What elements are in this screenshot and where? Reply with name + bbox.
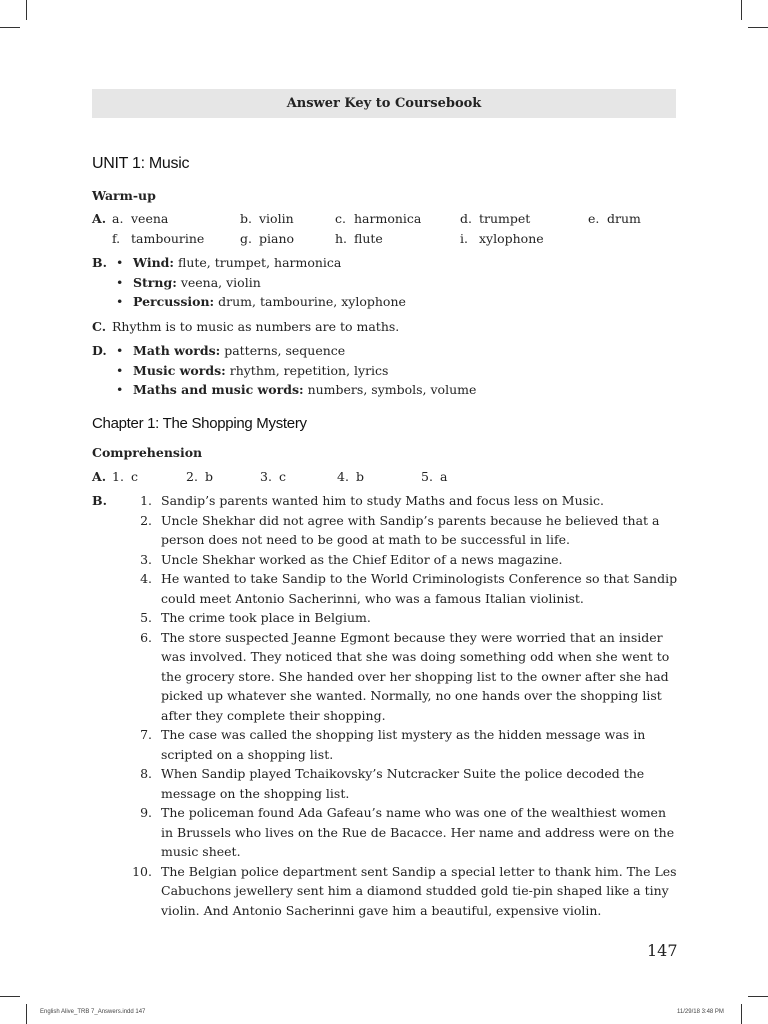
option-letter: 2. bbox=[186, 468, 198, 484]
option-item bbox=[421, 467, 481, 487]
bullet-item bbox=[112, 361, 682, 381]
option-text: tambourine bbox=[131, 230, 205, 246]
option-text: b bbox=[205, 468, 214, 484]
answer-item bbox=[120, 550, 682, 570]
comprehension-question-b bbox=[92, 491, 682, 920]
answer-item bbox=[120, 628, 682, 726]
answer-number: 1. bbox=[140, 493, 152, 508]
answer-item bbox=[120, 569, 682, 608]
question-label: A. bbox=[92, 211, 107, 226]
answer-text: The case was called the shopping list mystery as the hidden message was in scripted on a shopping list. bbox=[161, 727, 646, 762]
option-text: b bbox=[356, 468, 365, 484]
crop-mark bbox=[741, 1004, 742, 1024]
footer-timestamp: 11/29/18 3:48 PM bbox=[677, 1009, 724, 1015]
option-text: c bbox=[279, 468, 287, 484]
option-item bbox=[112, 467, 186, 487]
answer-number: 6. bbox=[140, 629, 152, 645]
option-text: a bbox=[440, 468, 448, 484]
answer-number: 4. bbox=[140, 571, 152, 586]
crop-mark bbox=[748, 996, 768, 997]
answer-item bbox=[120, 491, 682, 511]
crop-mark bbox=[26, 0, 27, 20]
question-label: D. bbox=[92, 343, 107, 358]
option-item bbox=[186, 467, 260, 487]
bullet-item bbox=[112, 273, 682, 293]
bullet-keyword: Music words: bbox=[133, 362, 226, 378]
question-label: A. bbox=[92, 468, 107, 484]
crop-mark bbox=[748, 27, 768, 28]
warmup-b-list bbox=[112, 253, 682, 312]
page-header-title: Answer Key to Coursebook bbox=[286, 96, 482, 111]
option-item bbox=[335, 229, 460, 249]
bullet-item bbox=[112, 380, 682, 400]
option-text: flute bbox=[354, 230, 383, 246]
bullet-keyword: Strng: bbox=[133, 274, 177, 290]
option-letter: c. bbox=[335, 211, 346, 226]
option-item bbox=[460, 229, 588, 249]
bullet-item bbox=[112, 341, 682, 361]
answer-text: The crime took place in Belgium. bbox=[161, 610, 371, 625]
option-letter: b. bbox=[240, 211, 252, 226]
bullet-value: numbers, symbols, volume bbox=[303, 382, 477, 397]
question-label: C. bbox=[92, 318, 107, 334]
warmup-question-d bbox=[92, 341, 682, 400]
bullet-value: rhythm, repetition, lyrics bbox=[225, 362, 389, 378]
bullet-keyword: Maths and music words: bbox=[133, 382, 304, 397]
option-item bbox=[240, 229, 335, 249]
option-item bbox=[335, 209, 460, 229]
option-letter: d. bbox=[460, 211, 472, 226]
bullet-value: patterns, sequence bbox=[220, 343, 346, 358]
answer-item bbox=[120, 725, 682, 764]
answer-text: Sandip’s parents wanted him to study Maths and focus less on Music. bbox=[161, 493, 605, 508]
bullet-keyword: Percussion: bbox=[133, 294, 215, 309]
answer-number: 2. bbox=[140, 512, 152, 528]
option-letter: 4. bbox=[337, 468, 349, 484]
warmup-question-c bbox=[92, 317, 682, 337]
crop-mark bbox=[0, 996, 20, 997]
option-letter: i. bbox=[460, 230, 468, 246]
bullet-item bbox=[112, 253, 682, 273]
option-text: harmonica bbox=[354, 211, 422, 226]
bullet-keyword: Wind: bbox=[133, 255, 175, 270]
comprehension-b-list bbox=[112, 491, 682, 920]
answer-item bbox=[120, 803, 682, 862]
answer-text: Uncle Shekhar worked as the Chief Editor of a news magazine. bbox=[161, 551, 563, 567]
chapter-title: Chapter 1: The Shopping Mystery bbox=[92, 414, 307, 432]
option-item bbox=[460, 209, 588, 229]
option-item bbox=[240, 209, 335, 229]
answer-item bbox=[120, 608, 682, 628]
bullet-value: veena, violin bbox=[176, 274, 261, 290]
comprehension-question-a bbox=[92, 467, 682, 487]
answer-text: He wanted to take Sandip to the World Criminologists Conference so that Sandip could meet Antonio Sacherinni, who was a famous Italian violinist. bbox=[161, 571, 678, 606]
option-letter: f. bbox=[112, 230, 121, 246]
answer-text: Uncle Shekhar did not agree with Sandip’s parents because he believed that a person does not need to be good at math to be successful in life. bbox=[161, 512, 660, 547]
answer-text: Rhythm is to music as numbers are to maths. bbox=[112, 318, 400, 334]
comprehension-a-options bbox=[112, 467, 682, 487]
answer-text: The Belgian police department sent Sandip a special letter to thank him. The Les Cabuchons jewellery sent him a diamond studded gold tie-pin shaped like a tiny violin. And Antonio Sacherinni gave him a beautiful, expensive violin. bbox=[161, 863, 677, 918]
answer-number: 7. bbox=[140, 727, 152, 742]
page-header bbox=[92, 89, 676, 118]
bullet-item bbox=[112, 292, 682, 312]
option-item bbox=[112, 229, 240, 249]
option-text: xylophone bbox=[479, 230, 544, 246]
answer-text: The store suspected Jeanne Egmont because they were worried that an insider was involved. They noticed that she was doing something odd when she went to the grocery store. She handed over her shopping list to the owner after she had picked up whatever she wanted. Normally, no one hands over the shopping list after they complete their shopping. bbox=[161, 629, 670, 723]
warmup-question-a bbox=[92, 209, 682, 248]
warmup-a-options bbox=[112, 209, 682, 248]
answer-number: 3. bbox=[140, 551, 152, 567]
option-text: trumpet bbox=[479, 211, 531, 226]
option-letter: h. bbox=[335, 230, 348, 246]
answer-text: The policeman found Ada Gafeau’s name who was one of the wealthiest women in Brussels who lives on the Rue de Bacacce. Her name and address were on the music sheet. bbox=[161, 805, 675, 859]
answer-text: When Sandip played Tchaikovsky’s Nutcracker Suite the police decoded the message on the shopping list. bbox=[161, 766, 645, 801]
crop-mark bbox=[0, 27, 20, 28]
option-text: piano bbox=[259, 230, 295, 246]
answer-item bbox=[120, 511, 682, 550]
option-letter: a. bbox=[112, 211, 124, 226]
option-letter: g. bbox=[240, 230, 252, 246]
option-text: c bbox=[131, 468, 139, 484]
bullet-value: drum, tambourine, xylophone bbox=[214, 294, 406, 309]
comprehension-heading: Comprehension bbox=[92, 445, 203, 460]
answer-item bbox=[120, 764, 682, 803]
option-text: violin bbox=[259, 211, 294, 226]
bullet-value: flute, trumpet, harmonica bbox=[174, 255, 342, 270]
option-text: veena bbox=[131, 211, 169, 226]
option-item bbox=[337, 467, 421, 487]
option-letter: e. bbox=[588, 211, 600, 226]
question-label: B. bbox=[92, 255, 107, 270]
answer-number: 10. bbox=[132, 863, 152, 879]
answer-number: 9. bbox=[140, 805, 152, 820]
crop-mark bbox=[26, 1004, 27, 1024]
page-number: 147 bbox=[647, 941, 678, 960]
warmup-heading: Warm-up bbox=[92, 187, 156, 203]
option-text: drum bbox=[607, 211, 641, 226]
unit-title: UNIT 1: Music bbox=[92, 155, 190, 172]
answer-number: 5. bbox=[140, 610, 152, 625]
answer-item bbox=[120, 862, 682, 921]
option-letter: 3. bbox=[260, 468, 272, 484]
option-letter: 5. bbox=[421, 468, 433, 484]
option-item bbox=[112, 209, 240, 229]
answer-number: 8. bbox=[140, 766, 152, 781]
option-letter: 1. bbox=[112, 468, 124, 484]
option-item bbox=[588, 209, 678, 229]
warmup-d-list bbox=[112, 341, 682, 400]
crop-mark bbox=[741, 0, 742, 20]
footer-file-info: English Alive_TRB 7_Answers.indd 147 bbox=[40, 1009, 146, 1015]
bullet-keyword: Math words: bbox=[133, 343, 221, 358]
page-content bbox=[92, 150, 682, 925]
option-item bbox=[260, 467, 337, 487]
warmup-question-b bbox=[92, 253, 682, 312]
question-label: B. bbox=[92, 493, 107, 508]
